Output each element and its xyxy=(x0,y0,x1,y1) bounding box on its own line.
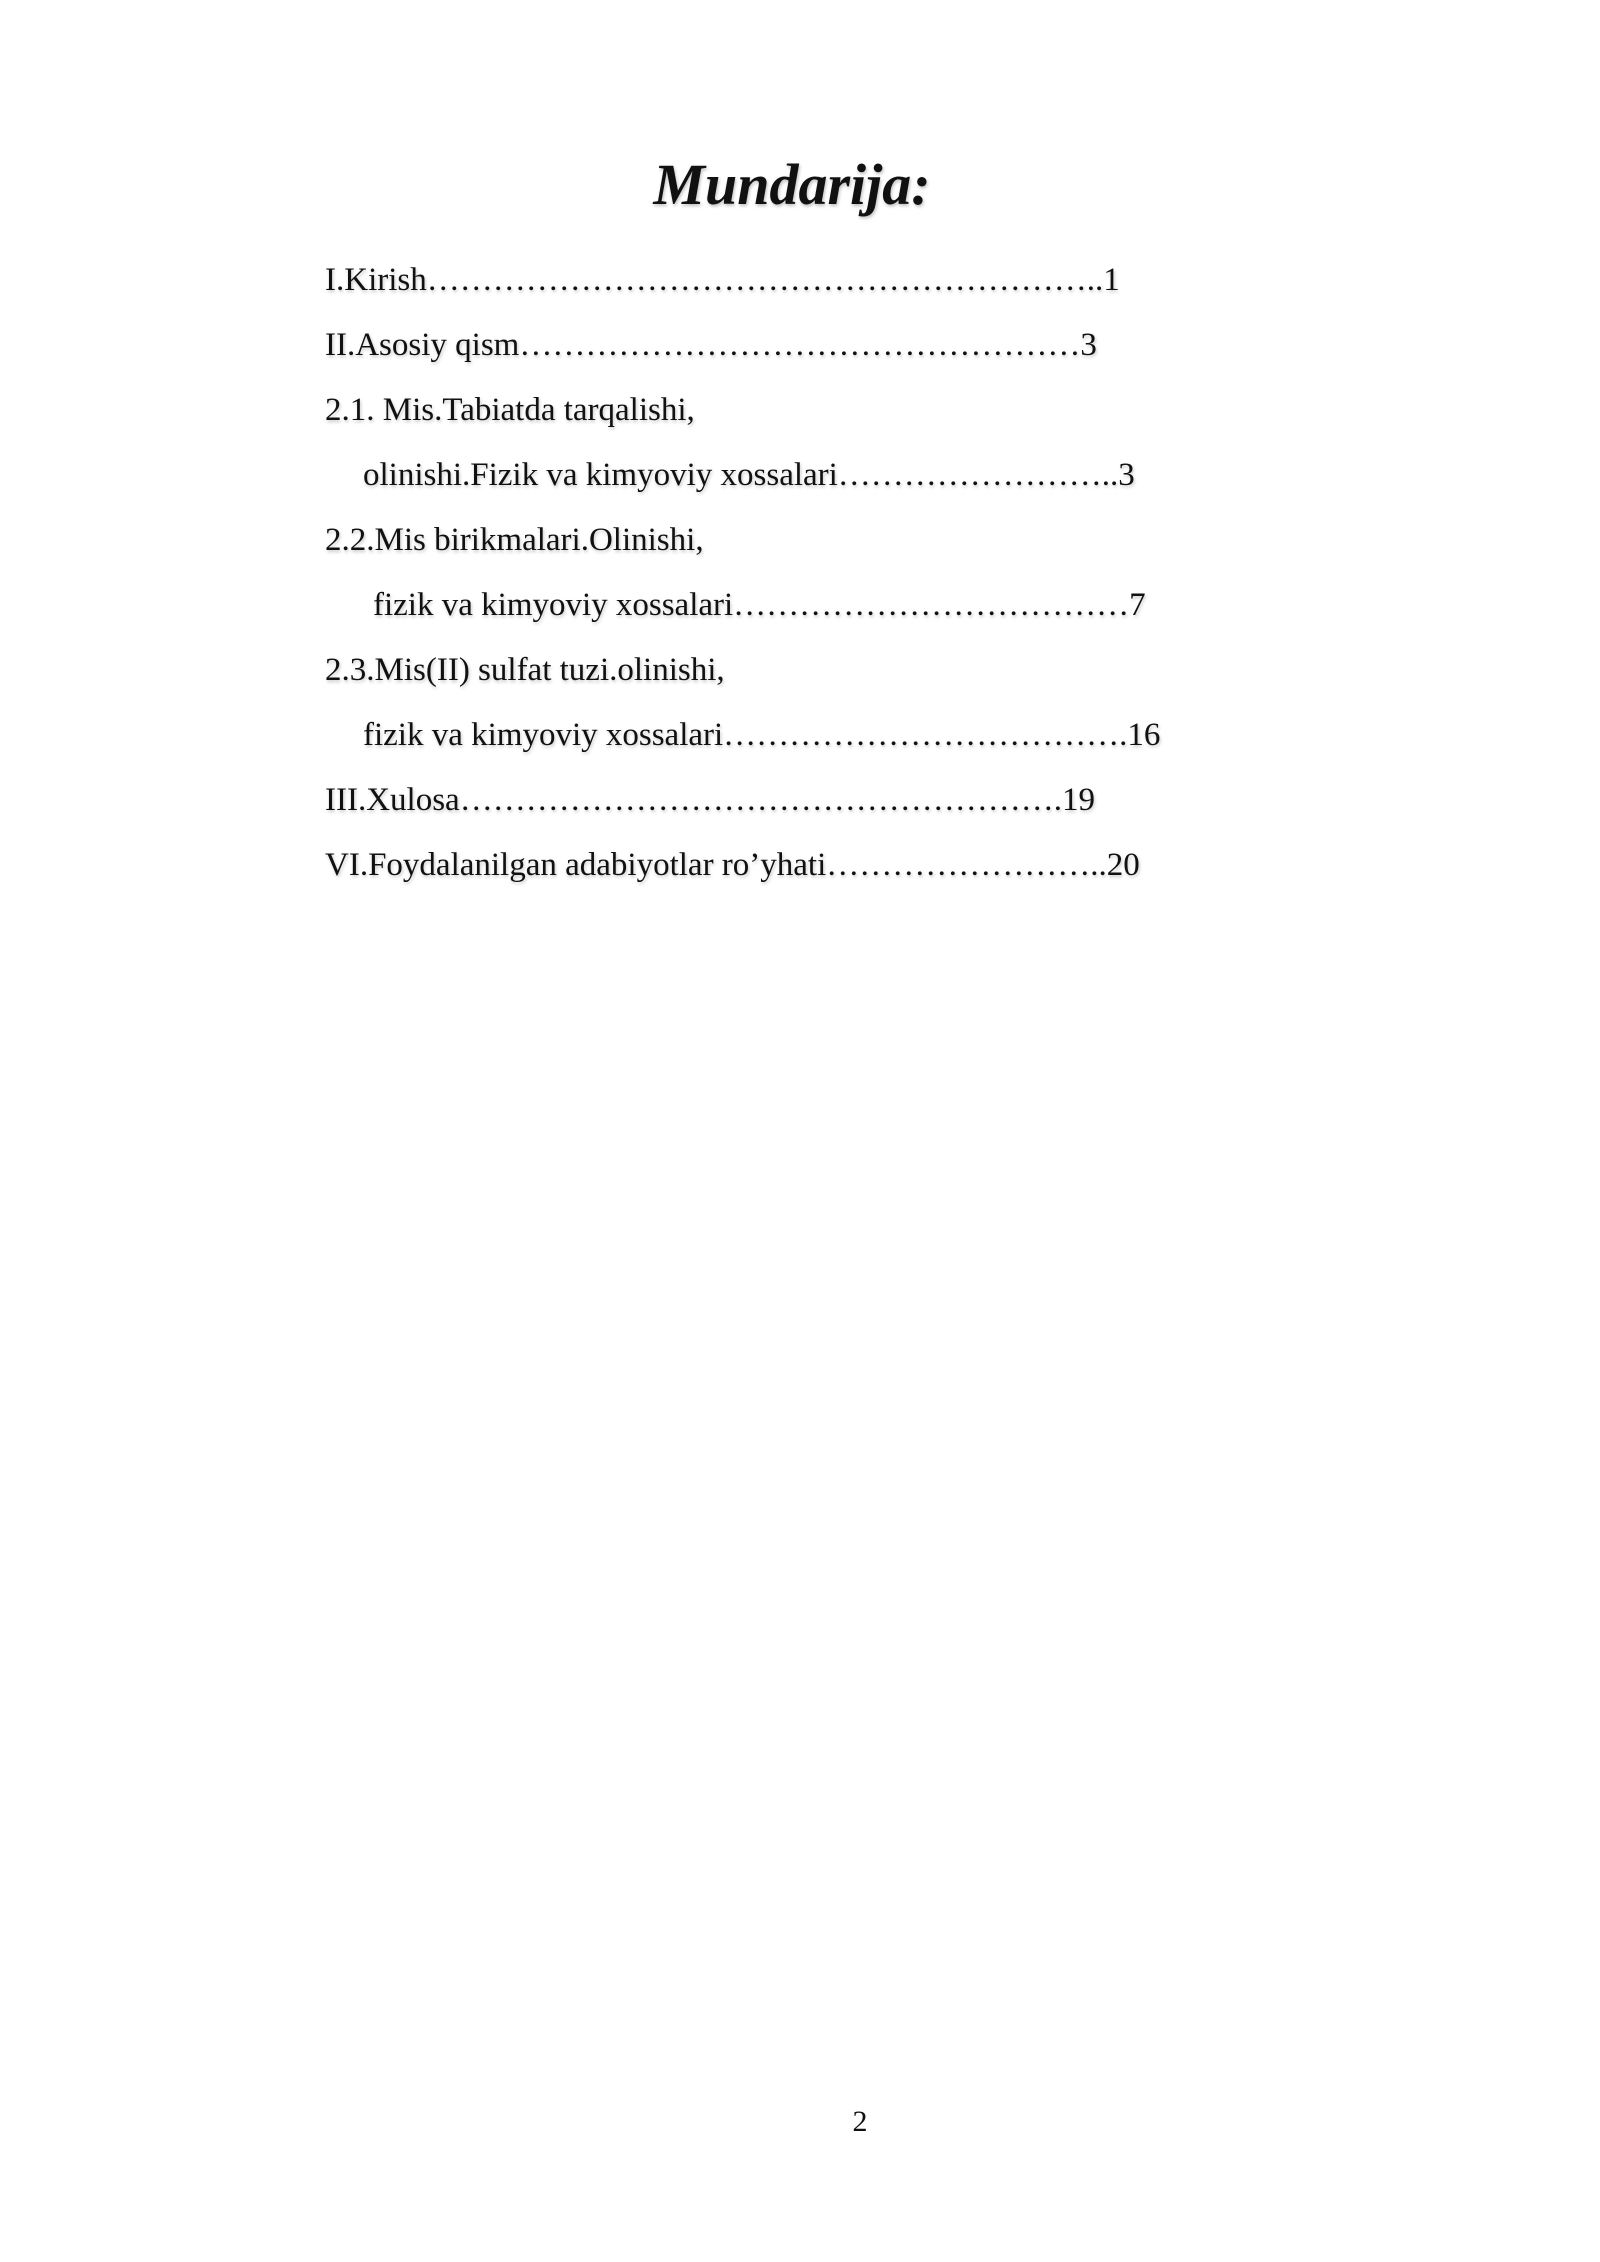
toc-entry-2-2-continuation: fizik va kimyoviy xossalari………………………………7 xyxy=(373,587,1146,623)
toc-entry-2-1-heading: 2.1. Mis.Tabiatda tarqalishi, xyxy=(325,392,695,428)
toc-entry-kirish: I.Kirish……………………………………………………..1 xyxy=(325,262,1120,298)
page-title: Mundarija: xyxy=(653,152,931,217)
toc-entry-xulosa: III.Xulosa……………………………………………….19 xyxy=(325,782,1095,818)
page-number: 2 xyxy=(852,2105,868,2138)
toc-entry-2-3-heading: 2.3.Mis(II) sulfat tuzi.olinishi, xyxy=(325,652,725,688)
toc-entry-2-1-continuation: olinishi.Fizik va kimyoviy xossalari……………………..3 xyxy=(363,457,1135,493)
table-of-contents xyxy=(325,248,1325,898)
toc-entry-2-2-heading: 2.2.Mis birikmalari.Olinishi, xyxy=(325,522,704,558)
toc-entry-asosiy-qism: II.Asosiy qism……………………………………………3 xyxy=(325,327,1097,363)
toc-entry-2-3-continuation: fizik va kimyoviy xossalari……………………………….16 xyxy=(363,717,1161,753)
toc-entry-adabiyotlar: VI.Foydalanilgan adabiyotlar ro’yhati……………………..20 xyxy=(325,847,1140,883)
